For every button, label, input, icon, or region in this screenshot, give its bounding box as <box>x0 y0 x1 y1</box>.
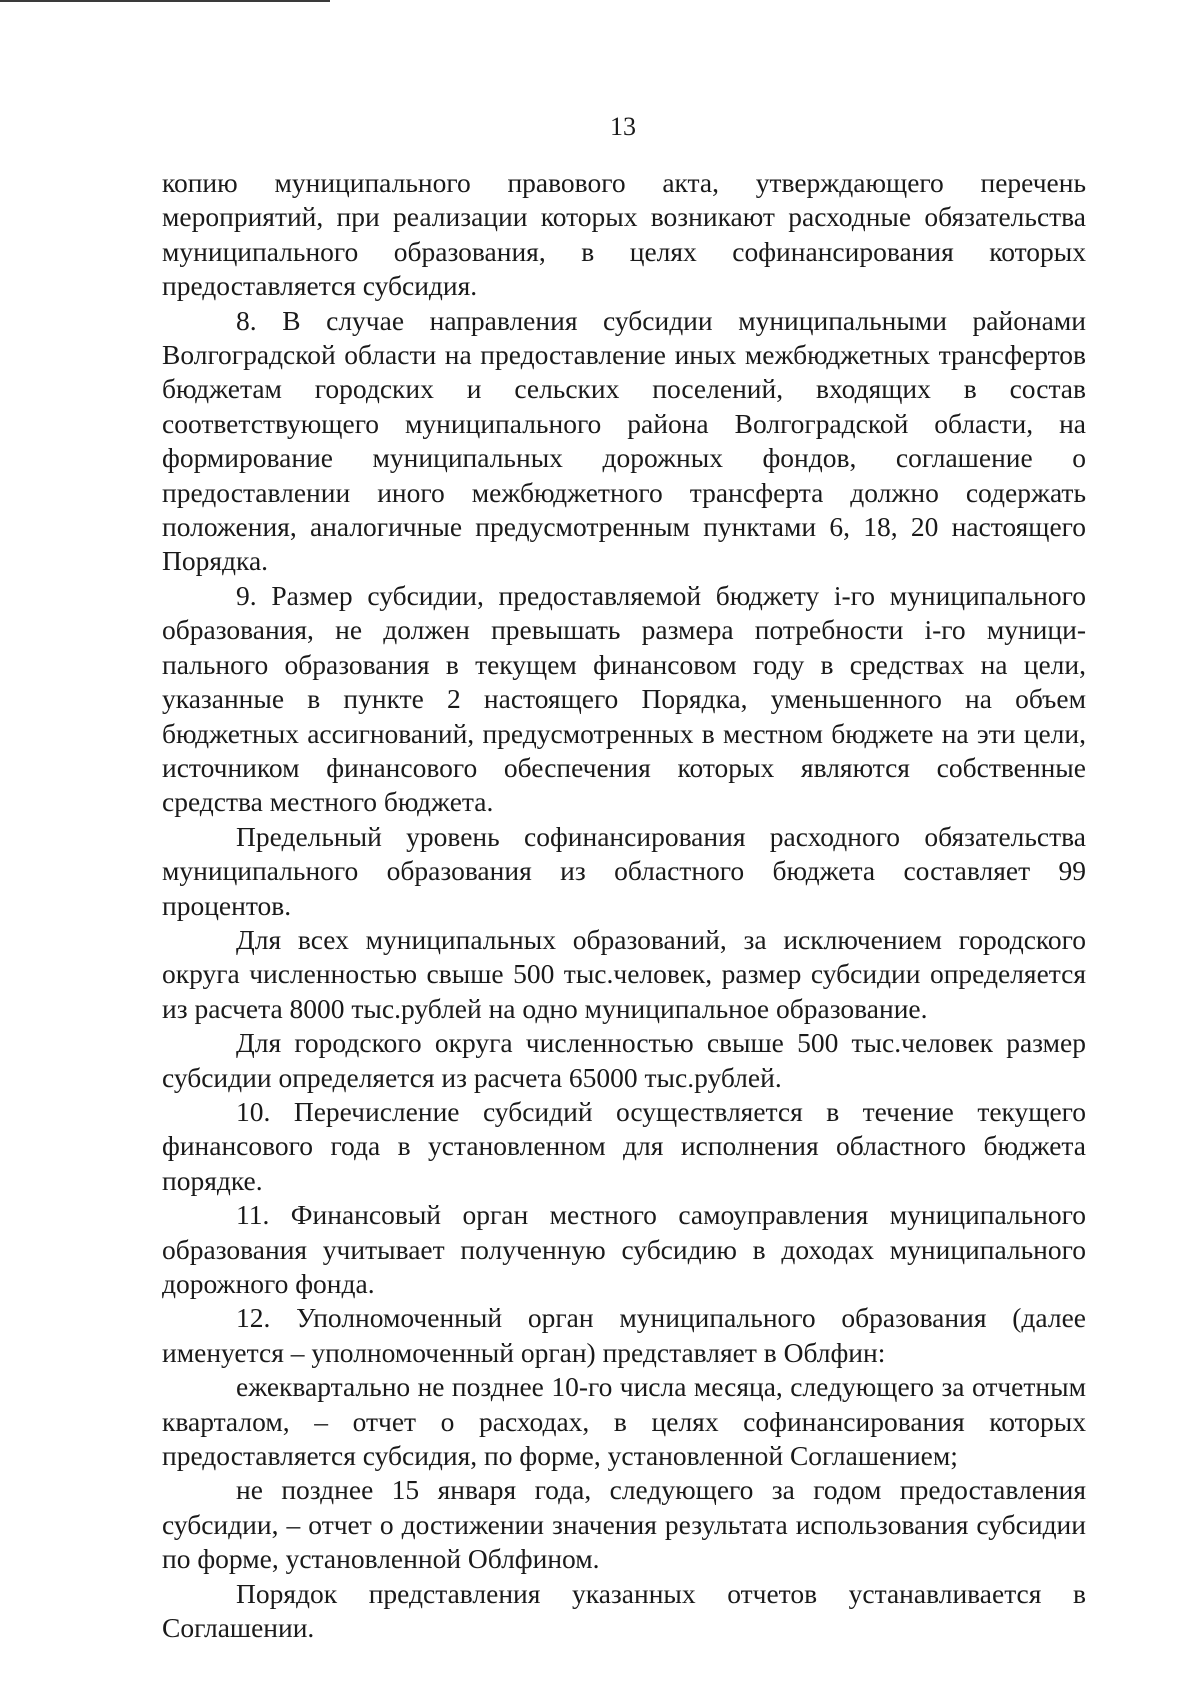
paragraph-item-11: 11. Финансовый орган местного самоуправления муниципального образования учитывает полученную субсидию в доходах муниципального дорожного фонда. <box>162 1199 1086 1299</box>
scan-top-edge <box>0 0 330 2</box>
paragraph-subsidy-size-large-district: Для городского округа численностью свыше 500 тыс.человек размер субсидии определяется из расчета 65000 тыс.рублей. <box>162 1027 1086 1093</box>
paragraph-subsidy-size-general: Для всех муниципальных образований, за исключением городского округа численностью свыше 500 тыс.человек, размер субсидии определяется из расчета 8000 тыс.рублей на одно муниципальное образование. <box>162 923 1086 1024</box>
paragraph-cofinancing-level: Предельный уровень софинансирования расходного обязательства муниципального образования из областного бюджета составляет 99 процентов. <box>162 820 1086 921</box>
paragraph-item-9: 9. Размер субсидии, предоставляемой бюджету i-го муниципального образования, не должен превышать размера потребности i-го муници-пального образования в текущем финансовом году в средствах на цели, указанные в пункте 2 настоящего Порядка, уменьшенного на объем бюджетных ассигнований, предусмотренных в местном бюджете на эти цели, источником финансового обеспечения которых являются собственные средства местного бюджета. <box>162 579 1086 818</box>
paragraph-item-10: 10. Перечисление субсидий осуществляется в течение текущего финансового года в установленном для исполнения областного бюджета порядке. <box>162 1095 1086 1196</box>
paragraph-quarterly-report: ежеквартально не позднее 10-го числа месяца, следующего за отчетным кварталом, – отчет о расходах, в целях софинансирования которых предоставляется субсидия, по форме, установленной Соглашением; <box>162 1371 1086 1472</box>
paragraph-continuation: копию муниципального правового акта, утверждающего перечень мероприятий, при реализации которых возникают расходные обязательства муниципального образования, в целях софинансирования которых предоставляется субсидия. <box>162 167 1086 302</box>
document-body <box>162 166 1086 1645</box>
paragraph-annual-report: не позднее 15 января года, следующего за годом предоставления субсидии, – отчет о достижении значения результата использования субсидии по форме, установленной Облфином. <box>162 1474 1086 1575</box>
paragraph-item-8: 8. В случае направления субсидии муниципальными районами Волгоградской области на предоставление иных межбюджетных трансфертов бюджетам городских и сельских поселений, входящих в состав соответствующего муниципального района Волгоградской области, на формирование муниципальных дорожных фондов, соглашение о предоставлении иного межбюджетного трансферта должно содержать положения, аналогичные предусмотренным пунктами 6, 18, 20 настоящего Порядка. <box>162 304 1086 577</box>
paragraph-item-12: 12. Уполномоченный орган муниципального образования (далее именуется – уполномоченный орган) представляет в Облфин: <box>162 1302 1086 1368</box>
paragraph-report-procedure: Порядок представления указанных отчетов устанавливается в Соглашении. <box>162 1577 1086 1644</box>
page-number: 13 <box>610 112 636 141</box>
